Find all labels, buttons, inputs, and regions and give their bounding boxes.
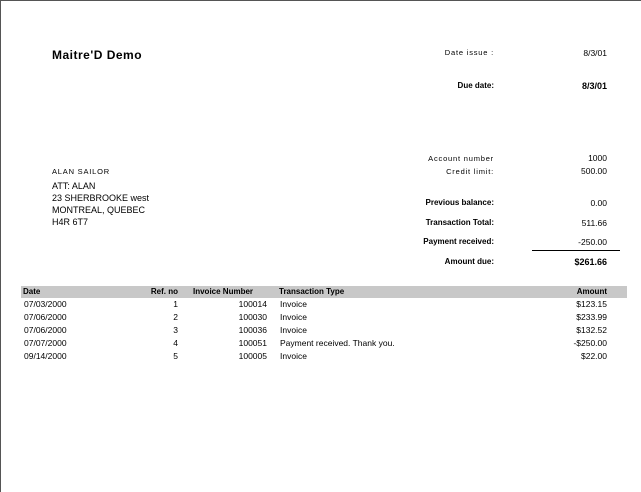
- table-row: [21, 325, 627, 337]
- payment-received-label: Payment received:: [423, 237, 494, 246]
- cell-invoice: 100036: [238, 325, 267, 335]
- date-issue-label: Date issue :: [444, 48, 494, 57]
- amount-due-value: $261.66: [574, 257, 607, 267]
- company-name: Maitre'D Demo: [52, 48, 143, 62]
- cell-ref: 5: [173, 351, 178, 361]
- payment-received-value: -250.00: [578, 237, 607, 247]
- summary-divider: [532, 250, 620, 251]
- cell-type: Invoice: [280, 325, 307, 335]
- customer-street: 23 SHERBROOKE west: [52, 193, 150, 203]
- cell-invoice: 100005: [238, 351, 267, 361]
- cell-ref: 3: [173, 325, 178, 335]
- customer-name: ALAN SAILOR: [52, 167, 110, 176]
- table-row: [21, 351, 627, 363]
- cell-amount: $233.99: [576, 312, 607, 322]
- column-date: Date: [23, 287, 41, 296]
- column-invoice-number: Invoice Number: [193, 287, 254, 296]
- cell-type: Invoice: [280, 299, 307, 309]
- cell-amount: $123.15: [576, 299, 607, 309]
- account-number-value: 1000: [588, 153, 607, 163]
- cell-date: 07/06/2000: [24, 312, 67, 322]
- cell-type: Invoice: [280, 351, 307, 361]
- cell-date: 07/07/2000: [24, 338, 67, 348]
- cell-ref: 2: [173, 312, 178, 322]
- column-amount: Amount: [576, 287, 607, 296]
- cell-invoice: 100051: [238, 338, 267, 348]
- credit-limit-label: Credit limit:: [446, 167, 494, 176]
- due-date-value: 8/3/01: [581, 81, 607, 91]
- previous-balance-label: Previous balance:: [425, 198, 494, 207]
- cell-date: 09/14/2000: [24, 351, 67, 361]
- cell-type: Invoice: [280, 312, 307, 322]
- table-row: [21, 299, 627, 311]
- cell-amount: $22.00: [581, 351, 607, 361]
- customer-att: ATT: ALAN: [52, 181, 96, 191]
- customer-postal: H4R 6T7: [52, 217, 89, 227]
- table-row: [21, 338, 627, 350]
- column-transaction-type: Transaction Type: [279, 287, 345, 296]
- account-number-label: Account number: [428, 154, 494, 163]
- cell-amount: -$250.00: [573, 338, 607, 348]
- cell-date: 07/03/2000: [24, 299, 67, 309]
- transaction-total-value: 511.66: [581, 218, 607, 228]
- cell-invoice: 100030: [238, 312, 267, 322]
- customer-city: MONTREAL, QUEBEC: [52, 205, 146, 215]
- date-issue-value: 8/3/01: [583, 48, 607, 58]
- previous-balance-value: 0.00: [590, 198, 607, 208]
- cell-ref: 4: [173, 338, 178, 348]
- due-date-label: Due date:: [457, 81, 494, 90]
- transactions-table-header: [21, 286, 627, 298]
- cell-date: 07/06/2000: [24, 325, 67, 335]
- cell-type: Payment received. Thank you.: [280, 338, 395, 348]
- cell-ref: 1: [173, 299, 178, 309]
- cell-amount: $132.52: [576, 325, 607, 335]
- table-row: [21, 312, 627, 324]
- transaction-total-label: Transaction Total:: [425, 218, 494, 227]
- cell-invoice: 100014: [238, 299, 267, 309]
- credit-limit-value: 500.00: [581, 166, 607, 176]
- amount-due-label: Amount due:: [444, 257, 494, 266]
- column-ref-no: Ref. no: [150, 287, 178, 296]
